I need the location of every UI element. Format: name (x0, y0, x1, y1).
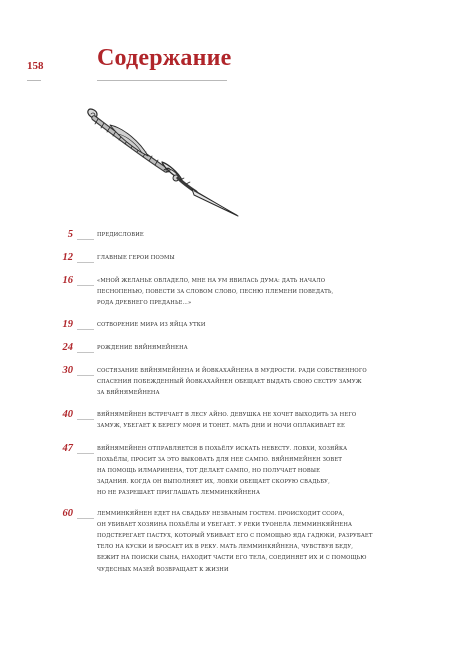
toc-leader-rule (77, 285, 94, 286)
toc-entry-line: СПАСЕНИЯ ПОБЕЖДЕННЫЙ ЙОВКАХАЙНЕН ОБЕЩАЕТ ВЫДАТЬ СВОЮ СЕСТРУ ЗАМУЖ (97, 378, 362, 385)
ornate-dagger-icon (80, 108, 240, 220)
toc-entry-line: БЕЖИТ НА ПОИСКИ СЫНА, НАХОДИТ ЧАСТИ ЕГО ТЕЛА, СОЕДИНЯЕТ ИХ И С ПОМОЩЬЮ (97, 555, 367, 562)
toc-page-number: 12 (62, 252, 73, 263)
page-title: Содержание (97, 45, 232, 71)
toc-leader-rule (77, 329, 94, 330)
toc-entry-text (97, 410, 397, 432)
toc-entry-line: РОЖДЕНИЕ ВЯЙНЯМЕЙНЕНА (97, 344, 188, 351)
toc-entry-line: ПЕСНОПЕНЬЮ, ПОВЕСТИ ЗА СЛОВОМ СЛОВО, ПЕСНЮ ПЛЕМЕНИ ПОВЕДАТЬ, (97, 288, 334, 295)
toc-leader-rule (77, 518, 94, 519)
toc-page-number: 24 (62, 342, 73, 353)
toc-entry-line: ЧУДЕСНЫХ МАЗЕЙ ВОЗВРАЩАЕТ К ЖИЗНИ (97, 566, 229, 573)
toc-leader-rule (77, 453, 94, 454)
toc-entry-line: ОН УБИВАЕТ ХОЗЯИНА ПОХЬЁЛЫ И УБЕГАЕТ. У РЕКИ ТУОНЕЛА ЛЕММИНКЯЙНЕНА (97, 521, 353, 528)
toc-entry-line: ПОДСТЕРЕГАЕТ ПАСТУХ, КОТОРЫЙ УБИВАЕТ ЕГО С ПОМОЩЬЮ ЯДА ГАДЮКИ, РАЗРУБАЕТ (97, 532, 373, 539)
page-number-rule (27, 80, 41, 81)
toc-page-number: 5 (67, 229, 73, 240)
toc-leader-rule (77, 419, 94, 420)
toc-entry-line: «МНОЙ ЖЕЛАНЬЕ ОВЛАДЕЛО, МНЕ НА УМ ЯВИЛАСЬ ДУМА: ДАТЬ НАЧАЛО (97, 277, 326, 284)
toc-page-number: 30 (62, 365, 73, 376)
toc-entry-line: ЗА ВЯЙНЯМЕЙНЕНА (97, 389, 160, 396)
toc-page-number: 19 (62, 319, 73, 330)
toc-entry-line: ВЯЙНЯМЕЙНЕН ОТПРАВЛЯЕТСЯ В ПОХЬЁЛУ ИСКАТЬ НЕВЕСТУ. ЛОВХИ, ХОЗЯЙКА (97, 445, 348, 452)
toc-entry-line: ПРЕДИСЛОВИЕ (97, 231, 144, 238)
toc-entry-line: РОДА ДРЕВНЕГО ПРЕДАНЬЕ...» (97, 299, 192, 306)
toc-entry-text (97, 509, 397, 576)
toc-leader-rule (77, 352, 94, 353)
toc-page-number: 16 (62, 275, 73, 286)
toc-entry-line: ЗАДАНИЯ. КОГДА ОН ВЫПОЛНЯЕТ ИХ, ЛОВХИ ОБЕЩАЕТ СКОРУЮ СВАДЬБУ, (97, 479, 330, 486)
toc-page-number: 40 (62, 409, 73, 420)
toc-entry-line: НА ПОМОЩЬ ИЛМАРИНЕНА, ТОТ ДЕЛАЕТ САМПО, НО ПОЛУЧАЕТ НОВЫЕ (97, 467, 321, 474)
toc-entry-text (97, 276, 397, 310)
toc-leader-rule (77, 262, 94, 263)
toc-entry-line: ПОХЬЁЛЫ, ПРОСИТ ЗА ЭТО ВЫКОВАТЬ ДЛЯ НЕЕ САМПО. ВЯЙНЯМЕЙНЕН ЗОВЕТ (97, 456, 342, 463)
toc-entry-text (97, 444, 397, 500)
toc-leader-rule (77, 239, 94, 240)
page-number: 158 (27, 60, 44, 72)
toc-entry-line: ЗАМУЖ, УБЕГАЕТ К БЕРЕГУ МОРЯ И ТОНЕТ. МАТЬ ДНИ И НОЧИ ОПЛАКИВАЕТ ЕЕ (97, 422, 345, 429)
toc-entry-line: ЛЕММИНКЯЙНЕН ЕДЕТ НА СВАДЬБУ НЕЗВАНЫМ ГОСТЕМ. ПРОИСХОДИТ ССОРА, (97, 510, 345, 517)
title-rule (97, 80, 227, 81)
toc-entry-line: СОСТЯЗАНИЕ ВЯЙНЯМЕЙНЕНА И ЙОВКАХАЙНЕНА В МУДРОСТИ. РАДИ СОБСТВЕННОГО (97, 367, 367, 374)
toc-page-number: 47 (62, 443, 73, 454)
toc-page-number: 60 (62, 508, 73, 519)
toc-entry-line: СОТВОРЕНИЕ МИРА ИЗ ЯЙЦА УТКИ (97, 321, 206, 328)
toc-entry-text (97, 343, 397, 354)
toc-entry-text (97, 253, 397, 264)
toc-entry-line: ТЕЛО НА КУСКИ И БРОСАЕТ ИХ В РЕКУ. МАТЬ ЛЕММИНКЯЙНЕНА, ЧУВСТВУЯ БЕДУ, (97, 544, 354, 551)
toc-entry-line: ГЛАВНЫЕ ГЕРОИ ПОЭМЫ (97, 254, 175, 261)
toc-entry-text (97, 366, 397, 400)
toc-entry-text (97, 230, 397, 241)
toc-entry-line: ВЯЙНЯМЕЙНЕН ВСТРЕЧАЕТ В ЛЕСУ АЙНО. ДЕВУШКА НЕ ХОЧЕТ ВЫХОДИТЬ ЗА НЕГО (97, 411, 357, 418)
toc-entry-text (97, 320, 397, 331)
toc-entry-line: НО НЕ РАЗРЕШАЕТ ПРИГЛАШАТЬ ЛЕММИНКЯЙНЕНА (97, 490, 261, 497)
toc-leader-rule (77, 375, 94, 376)
